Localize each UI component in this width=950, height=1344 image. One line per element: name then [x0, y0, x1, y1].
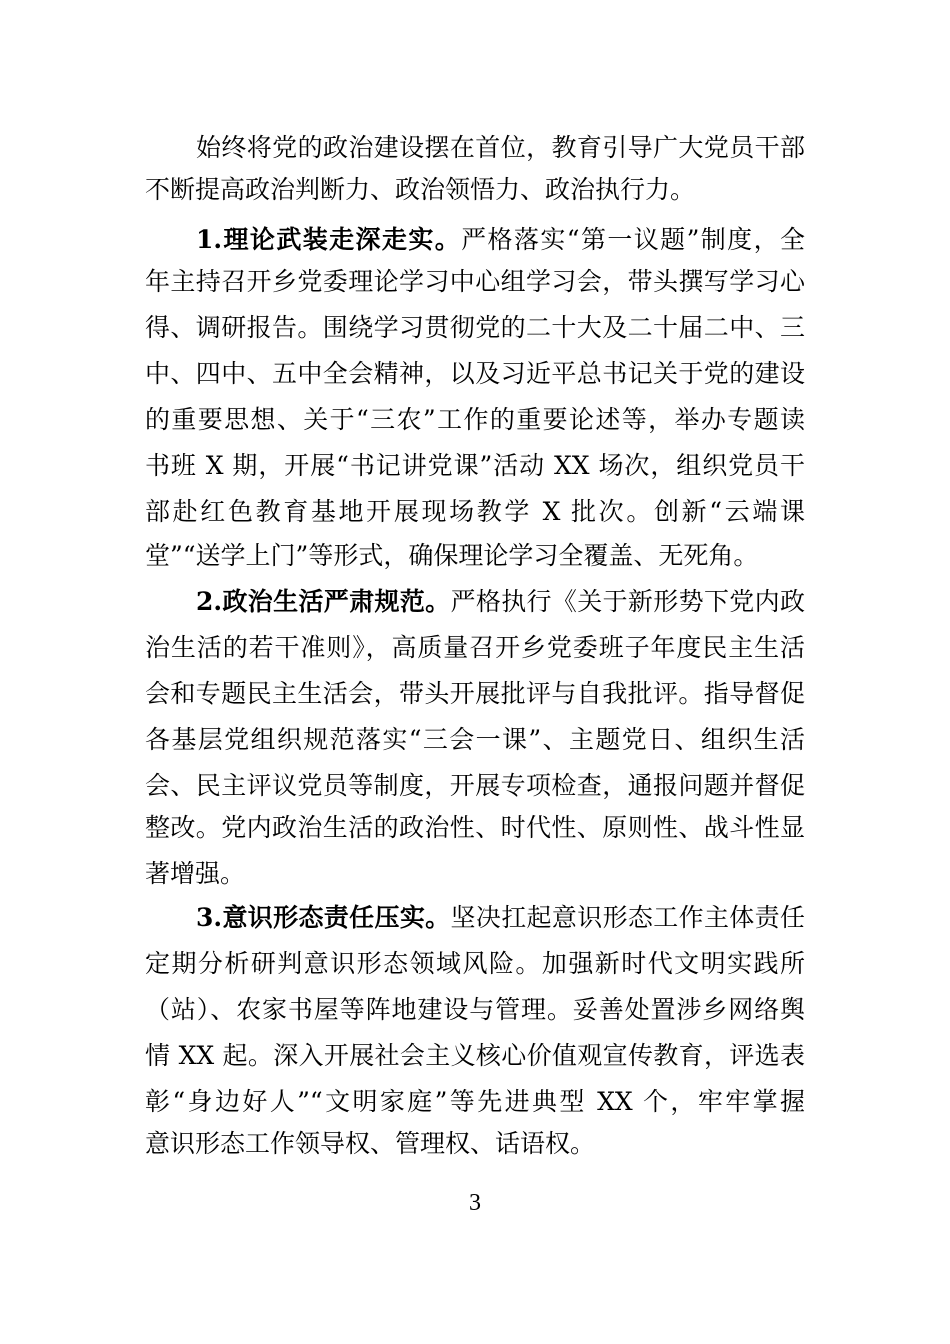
paragraph-2-line-6-text: 书班 X 期，开展“书记讲党课”活动 XX 场次，组织党员干: [145, 451, 805, 480]
paragraph-4-line-6-text: 意识形态工作领导权、管理权、话语权。: [145, 1129, 596, 1158]
paragraph-2-line-5: [145, 402, 805, 438]
paragraph-3-line-4: [145, 722, 805, 758]
paragraph-4-line-5: [145, 1084, 805, 1120]
paragraph-4-line-3: [145, 992, 805, 1028]
paragraph-4-line-2-text: 定期分析研判意识形态领域风险。加强新时代文明实践所: [145, 949, 805, 978]
paragraph-2-line-7: [145, 494, 805, 530]
paragraph-1-line-2-text: 不断提高政治判断力、政治领悟力、政治执行力。: [145, 175, 696, 204]
paragraph-2-line-3-text: 得、调研报告。围绕学习贯彻党的二十大及二十届二中、三: [145, 313, 805, 342]
paragraph-3-line-6-text: 整改。党内政治生活的政治性、时代性、原则性、战斗性显: [145, 813, 805, 842]
paragraph-4-line-4: [145, 1038, 805, 1074]
paragraph-3-line-4-text: 各基层党组织规范落实“三会一课”、主题党日、组织生活: [145, 725, 805, 754]
paragraph-2-line-2: [145, 264, 805, 300]
paragraph-3-line-1: [196, 584, 805, 620]
paragraph-3-line-5: [145, 768, 805, 804]
paragraph-3-line-2: [145, 630, 805, 666]
paragraph-1-line-1-text: 始终将党的政治建设摆在首位，教育引导广大党员干部: [196, 133, 805, 162]
paragraph-4-line-2: [145, 946, 805, 982]
paragraph-4-line-1: [196, 900, 805, 936]
paragraph-2-line-8: [145, 538, 805, 574]
paragraph-3-line-6: [145, 810, 805, 846]
paragraph-3-line-3: [145, 676, 805, 712]
paragraph-3-line-7-text: 著增强。: [145, 859, 246, 888]
paragraph-3-line-3-text: 会和专题民主生活会，带头开展批评与自我批评。指导督促: [145, 679, 805, 708]
paragraph-3-heading: 2.政治生活严肃规范。: [196, 587, 451, 616]
paragraph-4-line-6: [145, 1126, 805, 1162]
paragraph-4-line-3-text: （站）、农家书屋等阵地建设与管理。妥善处置涉乡网络舆: [145, 995, 805, 1024]
paragraph-2-line-3: [145, 310, 805, 346]
paragraph-2-line-8-text: 堂”“送学上门”等形式，确保理论学习全覆盖、无死角。: [145, 541, 759, 570]
paragraph-2-line-1: [196, 222, 805, 258]
paragraph-3-line-1-text: 严格执行《关于新形势下党内政: [450, 587, 805, 616]
paragraph-2-heading: 1.理论武装走深走实。: [196, 225, 462, 254]
paragraph-4-line-5-text: 彰“身边好人”“文明家庭”等先进典型 XX 个，牢牢掌握: [145, 1087, 805, 1116]
paragraph-3-line-7: [145, 856, 805, 892]
paragraph-2-line-6: [145, 448, 805, 484]
paragraph-2-line-1-text: 严格落实“第一议题”制度，全: [461, 225, 805, 254]
page-number: 3: [469, 1190, 481, 1216]
paragraph-4-line-4-text: 情 XX 起。深入开展社会主义核心价值观宣传教育，评选表: [145, 1041, 805, 1070]
paragraph-2-line-4-text: 中、四中、五中全会精神，以及习近平总书记关于党的建设: [145, 359, 805, 388]
paragraph-4-heading: 3.意识形态责任压实。: [196, 903, 451, 932]
paragraph-4-line-1-text: 坚决扛起意识形态工作主体责任: [450, 903, 805, 932]
paragraph-1-line-2: [145, 172, 805, 208]
paragraph-2-line-5-text: 的重要思想、关于“三农”工作的重要论述等，举办专题读: [145, 405, 805, 434]
paragraph-3-line-5-text: 会、民主评议党员等制度，开展专项检查，通报问题并督促: [145, 771, 805, 800]
paragraph-3-line-2-text: 治生活的若干准则》，高质量召开乡党委班子年度民主生活: [145, 633, 805, 662]
paragraph-2-line-2-text: 年主持召开乡党委理论学习中心组学习会，带头撰写学习心: [145, 267, 805, 296]
paragraph-1-line-1: [196, 130, 805, 166]
paragraph-2-line-4: [145, 356, 805, 392]
paragraph-2-line-7-text: 部赴红色教育基地开展现场教学 X 批次。创新“云端课: [145, 497, 805, 526]
